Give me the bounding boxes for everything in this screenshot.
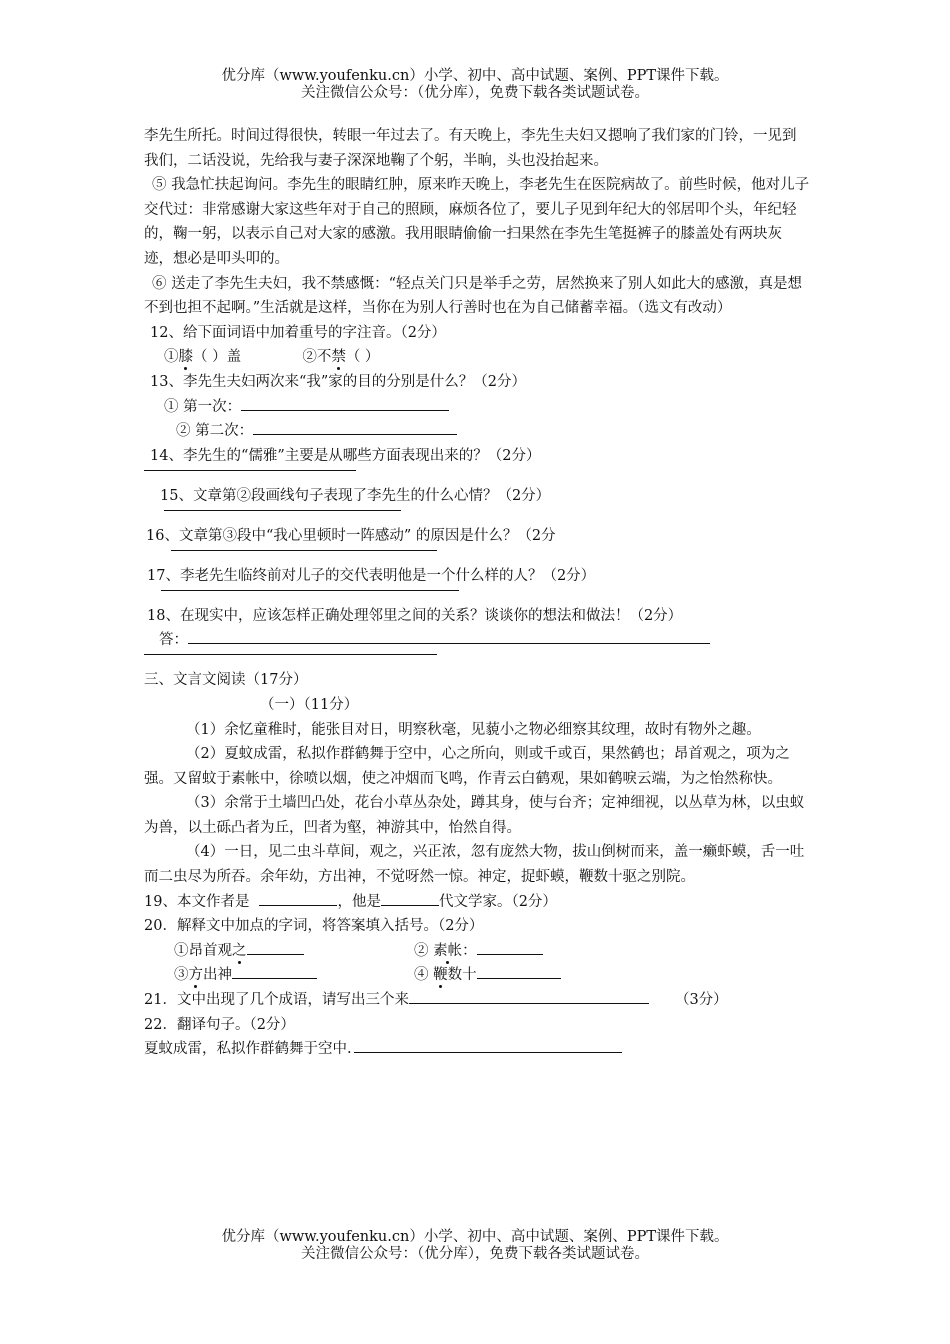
question-18-stem: 18、在现实中，应该怎样正确处理邻里之间的关系？谈谈你的想法和做法！（2分） [147, 607, 683, 624]
dotted-char: 方 [188, 967, 203, 984]
answer-blank[interactable] [241, 396, 449, 411]
question-16-stem: 16、文章第③段中“我心里顿时一阵感动” 的原因是什么？（2分 [146, 527, 556, 544]
section-3-subtitle: （一）（11分） [260, 696, 359, 713]
question-14 [144, 444, 810, 471]
question-12 [144, 321, 810, 370]
answer-paren[interactable]: （ ） [345, 349, 380, 366]
dotted-char: 膝 [178, 349, 193, 366]
passage-paragraph-6: ⑥ 送走了李先生夫妇，我不禁感慨：“轻点关门只是举手之劳，居然换来了别人如此大的感激，真是想不到也担不起啊。”生活就是这样，当你在为别人行善时也在为自己储蓄幸福。（选文有改动） [144, 275, 803, 317]
dotted-char: 之 [232, 942, 247, 959]
q19-text-b: ，他是 [337, 893, 381, 910]
question-20-item-4 [414, 963, 561, 988]
question-22-sentence [144, 1037, 810, 1062]
question-20-item-2 [414, 939, 543, 964]
footer-line-2: 关注微信公众号：（优分库），免费下载各类试题试卷。 [301, 1246, 649, 1262]
answer-blank[interactable] [247, 940, 304, 955]
footer-line-1: 优分库（www.youfenku.cn）小学、初中、高中试题、案例、PPT课件下载。 [221, 1229, 729, 1245]
question-20 [144, 914, 810, 988]
question-21 [144, 988, 810, 1013]
classical-paragraph-1: （1）余忆童稚时，能张目对日，明察秋毫，见藐小之物必细察其纹理，故时有物外之趣。 [186, 721, 761, 738]
item-number: ④ [414, 967, 429, 984]
item-number: ②不 [302, 349, 332, 366]
question-20-row-1 [144, 939, 810, 964]
passage-paragraph-5: ⑤ 我急忙扶起询问。李先生的眼睛红肿，原来昨天晚上，李老先生在医院病故了。前些时候，他对儿子交代过：非常感谢大家这些年对于自己的照顾，麻烦各位了，要儿子见到年纪大的邻居叩个头，年纪轻的，鞠一躬，以表示自己对大家的感激。我用眼睛偷偷一扫果然在李先生笔挺裤子的膝盖处有两块灰迹，想必是叩头叩的。 [144, 177, 810, 267]
question-15-stem: 15、文章第②段画线句子表现了李先生的什么心情？（2分） [160, 487, 551, 504]
question-17 [144, 564, 810, 591]
item-number: ① [174, 942, 189, 959]
answer-line[interactable] [171, 549, 437, 551]
answer-line[interactable] [144, 469, 356, 471]
question-13-b [144, 419, 810, 444]
header-line-1: 优分库（www.youfenku.cn）小学、初中、高中试题、案例、PPT课件下载。 [221, 68, 729, 84]
question-20-stem: 20．解释文中加点的字词，将答案填入括号。（2分） [144, 918, 484, 935]
answer-blank[interactable] [354, 1038, 622, 1053]
sentence-text: 夏蚊成雷，私拟作群鹤舞于空中. [144, 1041, 352, 1058]
question-15 [144, 484, 810, 511]
item-text: ： [462, 942, 477, 959]
exam-content [144, 124, 810, 1062]
question-17-stem: 17、李老先生临终前对儿子的交代表明他是一个什么样的人？（2分） [147, 567, 596, 584]
page-header [0, 68, 950, 102]
question-16 [144, 524, 810, 551]
answer-blank[interactable] [477, 940, 543, 955]
question-12-stem: 12、给下面词语中加着重号的字注音。（2分） [150, 324, 446, 341]
answer-blank[interactable] [409, 989, 649, 1004]
answer-label: 答： [159, 632, 188, 649]
dotted-char: 禁 [331, 349, 346, 366]
answer-blank[interactable] [381, 891, 439, 906]
question-19 [144, 890, 810, 915]
section-3-title: 三、文言文阅读（17分） [144, 672, 308, 689]
question-13 [144, 370, 810, 444]
q19-text-c: 代文学家。（2分） [438, 893, 557, 910]
classical-paragraph-4: （4）一日，见二虫斗草间，观之，兴正浓，忽有庞然大物，拔山倒树而来，盖一癞虾蟆，舌一吐而二虫尽为所吞。余年幼，方出神，不觉呀然一惊。神定，捉虾蟆，鞭数十驱之别院。 [144, 844, 805, 886]
item-text: 数十 [447, 967, 477, 984]
question-20-row-2 [144, 963, 810, 988]
header-line-2: 关注微信公众号：（优分库），免费下载各类试题试卷。 [301, 85, 649, 101]
answer-paren[interactable]: （ ） [193, 349, 227, 366]
item-number: ③ [174, 967, 189, 984]
item-number: ② [414, 942, 429, 959]
page-footer [0, 1229, 950, 1263]
question-22 [144, 1013, 810, 1062]
question-21-score: （3分） [674, 992, 728, 1009]
answer-line[interactable] [164, 509, 401, 511]
question-22-stem: 22．翻译句子。（2分） [144, 1016, 295, 1033]
item-label: ② 第二次： [176, 423, 254, 440]
question-18-answer [144, 628, 810, 653]
answer-line[interactable] [161, 589, 459, 591]
answer-blank[interactable] [253, 420, 457, 435]
item-number: ① [164, 349, 179, 366]
word-rest: 盖 [226, 349, 242, 366]
item-text: 昂首观 [188, 942, 232, 959]
question-12-items [144, 345, 810, 370]
question-21-stem: 21．文中出现了几个成语，请写出三个来 [144, 992, 409, 1009]
dotted-char: 鞭 [433, 967, 448, 984]
q19-text-a: 19、本文作者是 [144, 893, 250, 910]
item-text: 出神 [203, 967, 232, 984]
question-13-a [144, 395, 810, 420]
classical-paragraph-2: （2）夏蚊成雷，私拟作群鹤舞于空中，心之所向，则或千或百，果然鹤也；昂首观之，项为之强。又留蚊于素帐中，徐喷以烟，使之冲烟而飞鸣，作青云白鹤观，果如鹤唳云端，为之怡然称快。 [144, 746, 790, 787]
classical-paragraph-3: （3）余常于土墙凹凸处，花台小草丛杂处，蹲其身，使与台齐；定神细视，以丛草为林，以虫蚁为兽，以土砾凸者为丘，凹者为壑，神游其中，怡然自得。 [144, 795, 805, 836]
question-14-stem: 14、李先生的“儒雅”主要是从哪些方面表现出来的？（2分） [150, 447, 541, 464]
question-13-stem: 13、李先生夫妇两次来“我”家的目的分别是什么？（2分） [150, 373, 526, 390]
answer-line[interactable] [144, 653, 437, 655]
answer-blank[interactable] [477, 964, 561, 979]
dotted-char: 素帐 [433, 942, 463, 959]
item-label: ① 第一次： [164, 398, 242, 415]
answer-blank[interactable] [188, 629, 710, 644]
answer-blank[interactable] [232, 964, 317, 979]
passage-continuation: 李先生所托。时间过得很快，转眼一年过去了。有天晚上，李先生夫妇又摁响了我们家的门铃，一见到我们，二话没说，先给我与妻子深深地鞠了个躬，半晌，头也没抬起来。 [144, 128, 797, 169]
answer-blank[interactable] [259, 891, 337, 906]
question-18 [144, 604, 810, 656]
